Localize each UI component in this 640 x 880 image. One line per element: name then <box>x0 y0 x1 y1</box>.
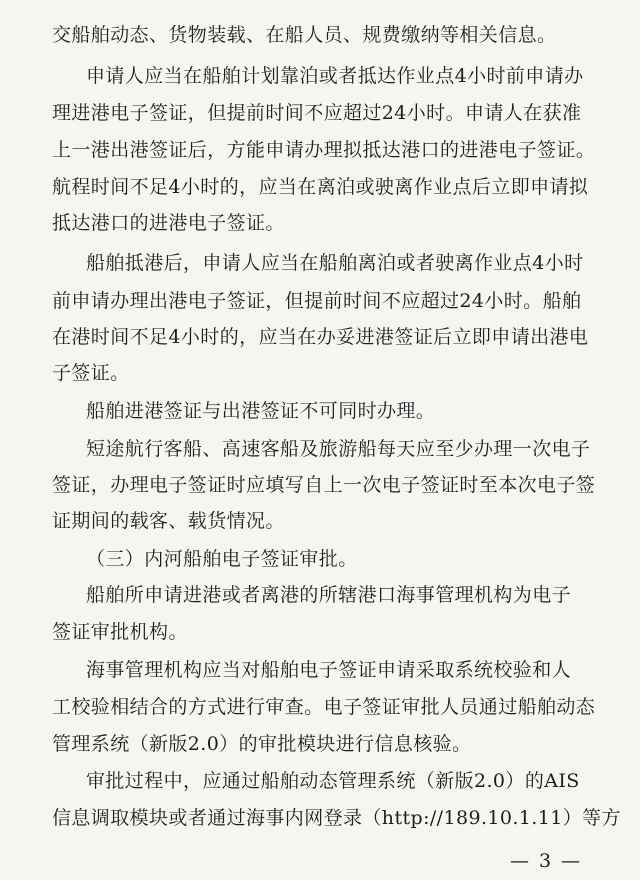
text-line: 前申请办理出港电子签证，但提前时间不应超过24小时。船舶 <box>52 290 582 312</box>
text-line: 信息调取模块或者通过海事内网登录（http://189.10.1.11）等方 <box>52 807 621 829</box>
text-line: 船舶所申请进港或者离港的所辖港口海事管理机构为电子 <box>86 584 572 606</box>
text-line: 短途航行客船、高速客船及旅游船每天应至少办理一次电子 <box>86 438 591 460</box>
text-line: 理进港电子签证，但提前时间不应超过24小时。申请人在获准 <box>52 102 582 124</box>
text-line: 申请人应当在船舶计划靠泊或者抵达作业点4小时前申请办 <box>86 65 584 87</box>
text-line: 在港时间不足4小时的，应当在办妥进港签证后立即申请出港电 <box>52 326 589 348</box>
text-line: 航程时间不足4小时的，应当在离泊或驶离作业点后立即申请拟 <box>52 176 589 198</box>
text-line: 子签证。 <box>52 362 130 384</box>
text-line: 签证审批机构。 <box>52 621 188 643</box>
text-line: 交船舶动态、货物装载、在船人员、规费缴纳等相关信息。 <box>52 24 557 46</box>
text-line: 管理系统（新版2.0）的审批模块进行信息核验。 <box>52 733 472 755</box>
text-line: 审批过程中，应通过船舶动态管理系统（新版2.0）的AIS <box>86 770 580 792</box>
text-line: 海事管理机构应当对船舶电子签证申请采取系统校验和人 <box>86 659 572 681</box>
page-number: — 3 — <box>510 850 583 872</box>
text-line: 抵达港口的进港电子签证。 <box>52 212 285 234</box>
text-line: 证期间的载客、载货情况。 <box>52 510 285 532</box>
text-line: 船舶抵港后，申请人应当在船舶离泊或者驶离作业点4小时 <box>86 252 584 274</box>
text-line: 上一港出港签证后，方能申请办理拟抵达港口的进港电子签证。 <box>52 139 596 161</box>
section-heading: （三）内河船舶电子签证审批。 <box>86 548 358 570</box>
text-line: 船舶进港签证与出港签证不可同时办理。 <box>86 400 436 422</box>
text-line: 工校验相结合的方式进行审查。电子签证审批人员通过船舶动态 <box>52 696 596 718</box>
text-line: 签证，办理电子签证时应填写自上一次电子签证时至本次电子签 <box>52 474 596 496</box>
